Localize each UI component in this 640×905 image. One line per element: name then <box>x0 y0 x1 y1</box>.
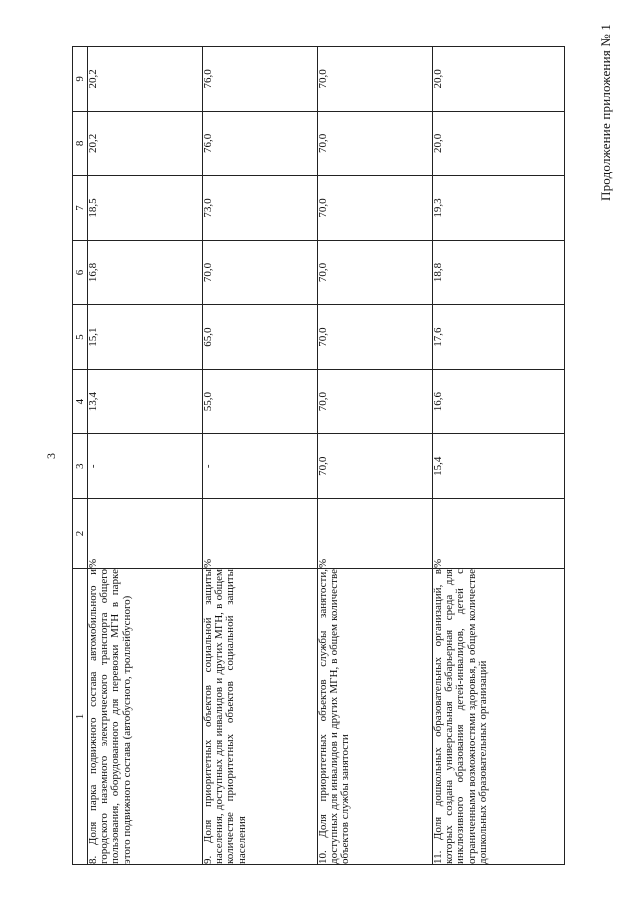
indicator-name: 11. Доля дошкольных образовательных организаций, в которых создана универсальная безбарьерная среда для инклюзивного образования детей-инвалидов, детей с ограниченными возможностями здоровья, в общем количестве дошкольных образовательных организаций <box>433 569 565 865</box>
value-cell: 55,0 <box>203 369 318 434</box>
indicator-unit: % <box>433 499 565 569</box>
indicator-unit: % <box>203 499 318 569</box>
column-header: 2 <box>73 499 88 569</box>
column-header: 9 <box>73 47 88 112</box>
value-cell: 16,6 <box>433 369 565 434</box>
value-cell: 65,0 <box>203 305 318 370</box>
value-cell: 15,1 <box>88 305 203 370</box>
value-cell: 16,8 <box>88 240 203 305</box>
value-cell: - <box>88 434 203 499</box>
value-cell: 70,0 <box>318 47 433 112</box>
value-cell: 70,0 <box>318 240 433 305</box>
value-cell: 18,5 <box>88 176 203 241</box>
value-cell: 20,0 <box>433 47 565 112</box>
table-row <box>318 47 433 865</box>
column-header: 1 <box>73 569 88 865</box>
appendix-caption: Продолжение приложения № 1 <box>598 23 613 201</box>
value-cell: 76,0 <box>203 47 318 112</box>
indicator-unit: % <box>88 499 203 569</box>
indicators-table <box>72 46 565 865</box>
column-header: 4 <box>73 369 88 434</box>
value-cell: 70,0 <box>318 111 433 176</box>
indicator-name: 8. Доля парка подвижного состава автомобильного и городского наземного электрического транспорта общего пользования, оборудованного для перевозки МГН в парке этого подвижного состава (автобусного, троллейбусного) <box>88 569 203 865</box>
table-row <box>433 47 565 865</box>
value-cell: 18,8 <box>433 240 565 305</box>
column-header: 5 <box>73 305 88 370</box>
value-cell: 76,0 <box>203 111 318 176</box>
value-cell: 70,0 <box>318 369 433 434</box>
page-number: 3 <box>44 453 58 459</box>
column-header: 6 <box>73 240 88 305</box>
value-cell: 20,2 <box>88 47 203 112</box>
value-cell: 70,0 <box>203 240 318 305</box>
value-cell: 73,0 <box>203 176 318 241</box>
value-cell: 20,0 <box>433 111 565 176</box>
indicator-name: 9. Доля приоритетных объектов социальной защиты населения, доступных для инвалидов и других МГН, в общем количестве приоритетных объектов социальной защиты населения <box>203 569 318 865</box>
table-header <box>73 47 88 865</box>
indicator-unit: % <box>318 499 433 569</box>
value-cell: 19,3 <box>433 176 565 241</box>
column-header: 8 <box>73 111 88 176</box>
value-cell: 13,4 <box>88 369 203 434</box>
value-cell: - <box>203 434 318 499</box>
value-cell: 17,6 <box>433 305 565 370</box>
value-cell: 15,4 <box>433 434 565 499</box>
column-header: 3 <box>73 434 88 499</box>
value-cell: 70,0 <box>318 176 433 241</box>
value-cell: 70,0 <box>318 434 433 499</box>
header-row <box>73 47 88 865</box>
column-header: 7 <box>73 176 88 241</box>
indicator-name: 10. Доля приоритетных объектов службы занятости, доступных для инвалидов и других МГН, в общем количестве объектов службы занятости <box>318 569 433 865</box>
table-row <box>203 47 318 865</box>
value-cell: 20,2 <box>88 111 203 176</box>
table-row <box>88 47 203 865</box>
value-cell: 70,0 <box>318 305 433 370</box>
